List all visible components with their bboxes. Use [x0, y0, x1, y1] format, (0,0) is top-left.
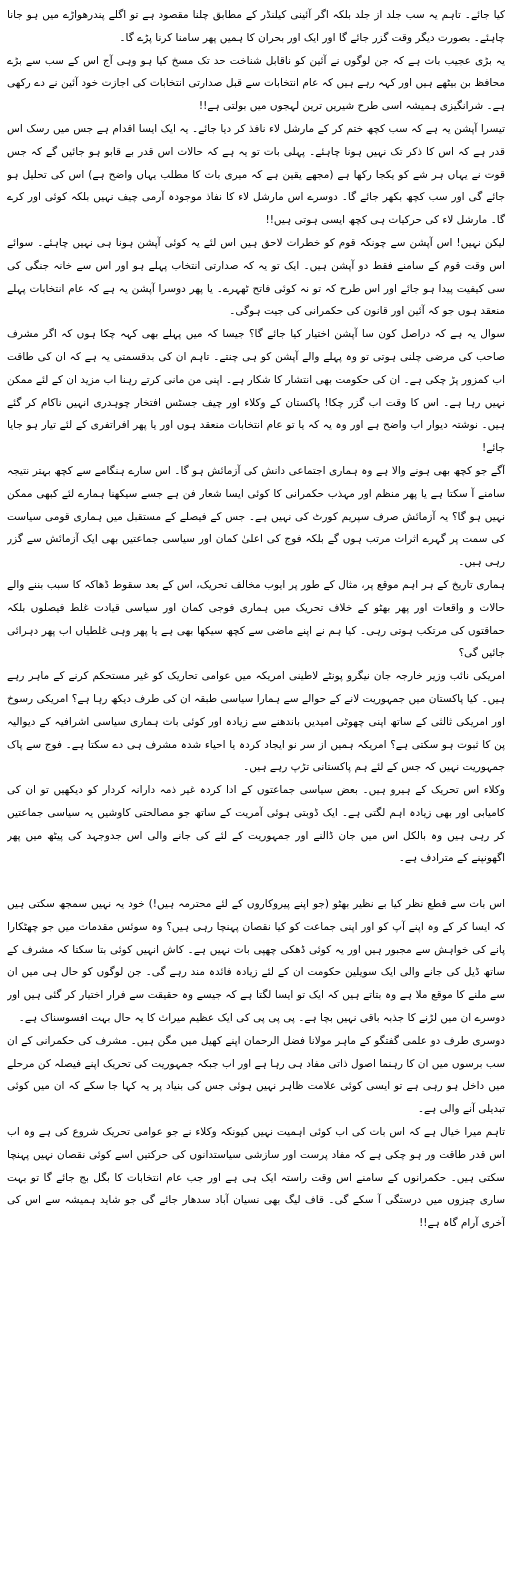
article-paragraph: یہ بڑی عجیب بات ہے کہ جن لوگوں نے آئین کو ناقابل شناخت حد تک مسخ کیا ہو وہی آج اس کے سب سے بڑے محافظ بن بیٹھے ہیں اور کہہ رہے ہیں کہ عام انتخابات سے قبل صدارتی انتخابات کی اجازت خود آئین نے دے رکھی ہے۔ شرانگیزی ہمیشہ اسی طرح شیریں ترین لہجوں میں بولتی ہے!! — [7, 54, 505, 113]
article-paragraph: ہماری تاریخ کے ہر اہم موقع پر، مثال کے طور پر ایوب مخالف تحریک، اس کے بعد سقوط ڈھاکہ کا سبب بننے والے حالات و واقعات اور پھر بھٹو کے خلاف تحریک میں ہماری فوجی کمان اور سیاسی قیادت غلط فیصلوں بلکہ حماقتوں کی مرتکب ہوتی رہی۔ کیا ہم نے اپنے ماضی سے کچھ سیکھا بھی ہے یا پھر وہی غلطیاں اب پھر دہرائی جائیں گی؟ — [7, 578, 505, 660]
article-paragraph: وکلاء اس تحریک کے ہیرو ہیں۔ بعض سیاسی جماعتوں کے ادا کردہ غیر ذمہ دارانہ کردار کو دیکھیں تو ان کی کامیابی اور بھی زیادہ اہم لگتی ہے۔ ایک ڈوبتی ہوئی آمریت کے ساتھ جو مصالحتی کاوشیں یہ سیاسی جماعتیں کر رہی ہیں وہ بالکل اس میں جان ڈالنے اور جمہوریت کے لئے کی جانے والی اس جدوجہد کی پیٹھ میں پھر اگھونپنے کے مترادف ہے۔ — [7, 784, 505, 865]
article-paragraph: کیا جائے۔ تاہم یہ سب جلد از جلد بلکہ اگر آئینی کیلنڈر کے مطابق چلنا مقصود ہے تو اگلے پندرھواڑے میں ہو جانا چاہئے۔ بصورت دیگر وقت گزر جائے گا اور ایک اور بحران کا ہمیں پھر سامنا کرنا پڑے گا۔ — [7, 9, 505, 44]
article-paragraph: آگے جو کچھ بھی ہونے والا ہے وہ ہماری اجتماعی دانش کی آزمائش ہو گا۔ اس سارے ہنگامے سے کچھ بہتر نتیجہ سامنے آ سکتا ہے یا پھر منظم اور مہذب حکمرانی کا کوئی ایسا شعار فن ہے جسے سیکھنا ہمارے لئے کبھی ممکن نہیں ہو گا؟ یہ آزمائش صرف سپریم کورٹ کی نہیں ہے۔ جس کے فیصلے کے مستقبل میں ہماری قومی سیاست کی سمت پر گہرے اثرات مرتب ہوں گے بلکہ فوج کی اعلیٰ کمان اور سیاسی جماعتیں بھی ایک آزمائش سے گزر رہی ہیں۔ — [7, 464, 505, 569]
article-paragraph: تیسرا آپشن یہ ہے کہ سب کچھ ختم کر کے مارشل لاء نافذ کر دیا جائے۔ یہ ایک ایسا اقدام ہے جس میں رسک اس قدر ہے کہ اس کا ذکر تک نہیں ہونا چاہئے۔ پہلی بات تو یہ ہے کہ حالات اس قدر بے قابو ہو جائیں گے کہ جس قوت نے یہاں ہر شے کو یکجا رکھا ہے (مجھے یقین ہے کہ میری بات کا مطلب یہاں واضح ہے) اس کی تحلیل ہو جائے گی اور سب کچھ بکھر جائے گا۔ دوسرے اس مارشل لاء کا نفاذ موجودہ آرمی چیف نہیں بلکہ کوئی اور کرے گا۔ مارشل لاء کی حرکیات ہی کچھ ایسی ہوتی ہیں!! — [7, 122, 505, 227]
article-paragraph: اس بات سے قطع نظر کیا بے نظیر بھٹو (جو اپنے پیروکاروں کے لئے محترمہ ہیں!) خود یہ نہیں سمجھ سکتی ہیں کہ ایسا کر کے وہ اپنے آپ کو اور اپنی جماعت کو کیا نقصان پہنچا رہی ہیں؟ وہ سوئس مقدمات میں جو چھٹکارا پانے کی خواہش سے مجبور ہیں اور یہ کوئی ڈھکی چھپی بات نہیں ہے۔ کاش انہیں کوئی بتا سکتا کہ مشرف کے ساتھ ڈیل کی جانے والی ایک سویلین حکومت ان کے لئے زیادہ فائدہ مند رہے گی۔ جن لوگوں کو حال ہی میں ان سے ملنے کا موقع ملا ہے وہ بتاتے ہیں کہ ایک تو ایسا لگتا ہے کہ جیسے وہ حقیقت سے فرار اختیار کر گئی ہیں اور دوسرے ان میں لڑنے کا جذبہ باقی نہیں بچا ہے۔ پی پی پی کی ایک عظیم میراث کا یہ حال بہت افسوسناک ہے۔ — [7, 898, 505, 1025]
article-paragraph: امریکی نائب وزیر خارجہ جان نیگرو پونٹے لاطینی امریکہ میں عوامی تحاریک کو غیر مستحکم کرنے کے ماہر رہے ہیں۔ کیا پاکستان میں جمہوریت لانے کے حوالے سے ہمارا سیاسی طبقہ ان کی طرف دیکھ رہا ہے؟ امریکی رسوخ اور امریکی ثالثی کے ساتھ اپنی چھوٹی امیدیں باندھنے سے زیادہ اور کوئی بات ہماری سیاسی اشرافیہ کے دیوالیہ پن کا ثبوت ہو سکتی ہے؟ امریکہ ہمیں از سر نو ایجاد کردہ یا احیاء شدہ مشرف ہی دے سکتا ہے۔ فوج سے پاک جمہوریت نہیں کہ جس کے لئے ہم پاکستانی تڑپ رہے ہیں۔ — [7, 670, 505, 774]
article-paragraph: لیکن نہیں! اس آپشن سے چونکہ قوم کو خطرات لاحق ہیں اس لئے یہ کوئی آپشن ہونا ہی نہیں چاہئے۔ سوائے اس وقت قوم کے سامنے فقط دو آپشن ہیں۔ ایک تو یہ کہ صدارتی انتخاب پہلے ہو اور اس سے خانہ جنگی کی سی کیفیت پیدا ہو جائے اور اس طرح کہ تو نہ کوئی فاتح ٹھہرے۔ یا پھر دوسرا آپشن یہ ہے کہ عام انتخابات پہلے منعقد ہوں جو کہ آئین اور قانون کی حکمرانی کی جیت ہوگی۔ — [7, 236, 505, 318]
urdu-article-column — [7, 4, 505, 1574]
article-paragraph: تاہم میرا خیال ہے کہ اس بات کی اب کوئی اہمیت نہیں کیونکہ وکلاء نے جو عوامی تحریک شروع کی ہے وہ اب اس قدر طاقت ور ہو چکی ہے کہ مفاد پرست اور سازشی سیاستدانوں کی حرکتیں اسے کوئی نقصان نہیں پہنچا سکتی ہیں۔ حکمرانوں کے سامنے اس وقت راستہ ایک ہی ہے اور جب عام انتخابات کا بگل بج جائے گا تو بہت ساری چیزوں میں درستگی آ سکے گی۔ قاف لیگ بھی نسیان آباد سدھار جائے گی جو شاید ہمیشہ سے اس کی آخری آرام گاہ ہے!! — [7, 1126, 505, 1230]
article-paragraph: دوسری طرف دو علمی گفتگو کے ماہر مولانا فضل الرحمان اپنے کھیل میں مگن ہیں۔ مشرف کی حکمرانی کے ان سب برسوں میں ان کا رہنما اصول ذاتی مفاد ہی رہا ہے اور اب جبکہ جمہوریت کی تحریک اپنے فیصلہ کن مرحلے میں داخل ہو رہی ہے تو ایسی کوئی علامت ظاہر نہیں ہوئی جس کی بنیاد پر یہ کہا جا سکے کہ ان میں کوئی تبدیلی آنے والی ہے۔ — [7, 1034, 505, 1116]
article-paragraph: سوال یہ ہے کہ دراصل کون سا آپشن اختیار کیا جائے گا؟ جیسا کہ میں پہلے بھی کہہ چکا ہوں کہ اگر مشرف صاحب کی مرضی چلنی ہوتی تو وہ پہلے والے آپشن کو ہی چنتے۔ تاہم ان کی بدقسمتی یہ ہے کہ ان کی طاقت اب کمزور پڑ چکی ہے۔ ان کی حکومت بھی انتشار کا شکار ہے۔ اپنی من مانی کرتے رہنا اب مزید ان کے لئے ممکن نہیں رہا ہے۔ اس کا وقت اب گزر چکا! پاکستان کے وکلاء اور چیف جسٹس افتخار چوہدری انہیں ناکام کر گئے ہیں۔ نوشتہ دیوار اب واضح ہے اور وہ یہ کہ یا تو عام انتخابات منعقد ہوں اور یا پھر افراتفری کے لئے تیار ہو جایا جائے! — [7, 328, 505, 455]
